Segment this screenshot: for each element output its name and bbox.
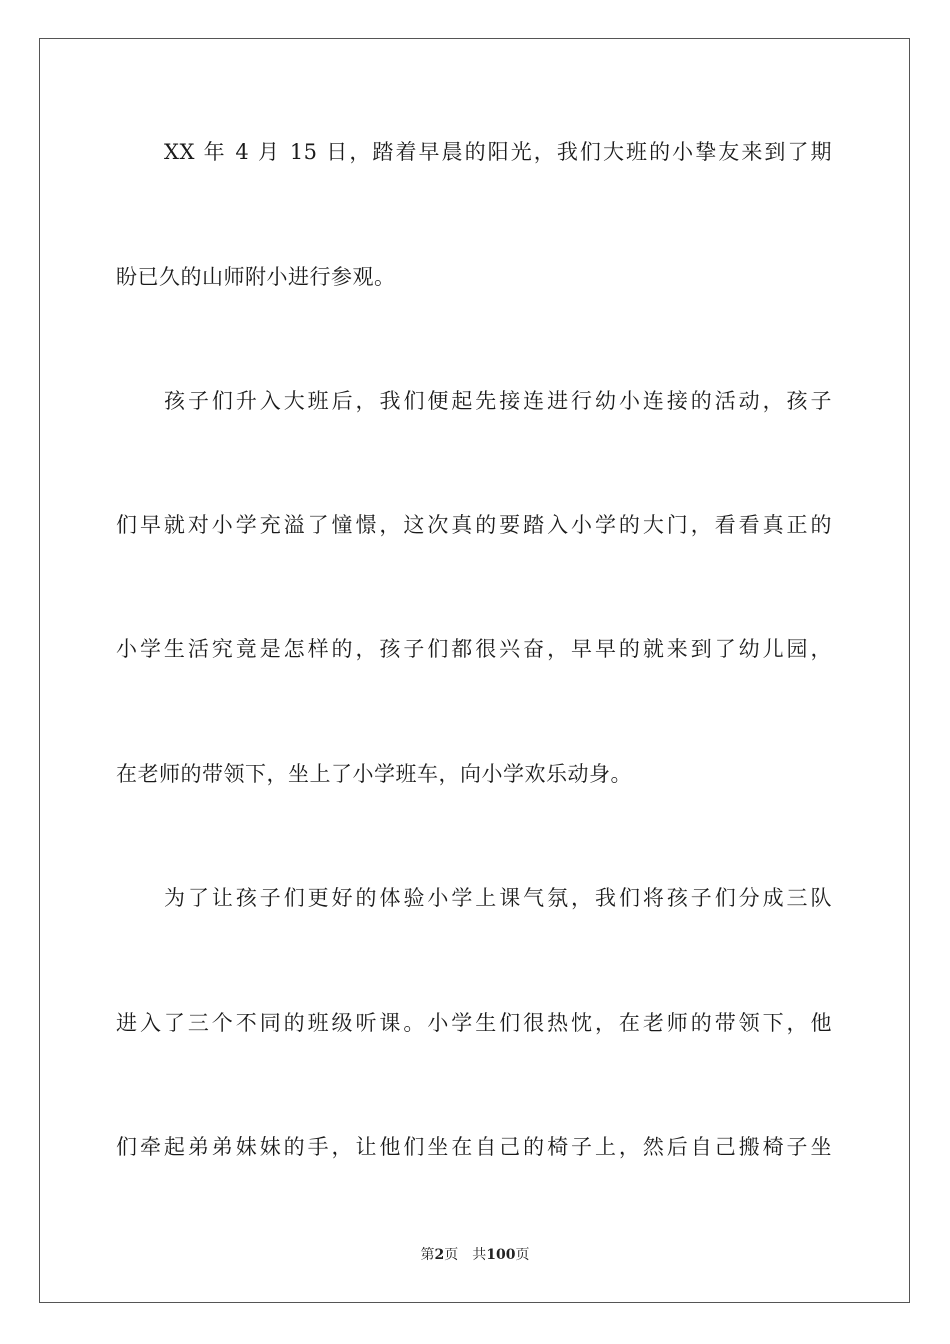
paragraph-3-line-2: 进入了三个不同的班级听课。小学生们很热忱，在老师的带领下，他 (116, 1011, 832, 1035)
page-prefix: 第 (420, 1247, 435, 1263)
paragraph-2-line-4: 在老师的带领下，坐上了小学班车，向小学欢乐动身。 (116, 762, 632, 786)
page-border (39, 38, 910, 1303)
page-footer (0, 1246, 950, 1264)
paragraph-2-line-2: 们早就对小学充溢了憧憬，这次真的要踏入小学的大门，看看真正的 (116, 513, 832, 537)
paragraph-3-line-3: 们牵起弟弟妹妹的手，让他们坐在自己的椅子上，然后自己搬椅子坐 (116, 1135, 832, 1159)
page-number: 2 (434, 1247, 445, 1263)
paragraph-1-line-1: XX 年 4 月 15 日，踏着早晨的阳光，我们大班的小挚友来到了期 (164, 140, 832, 164)
paragraph-2-line-3: 小学生活究竟是怎样的，孩子们都很兴奋，早早的就来到了幼儿园， (116, 637, 832, 661)
total-pages: 100 (486, 1247, 516, 1263)
paragraph-3-line-1: 为了让孩子们更好的体验小学上课气氛，我们将孩子们分成三队 (164, 886, 832, 910)
page-suffix: 页 (444, 1247, 459, 1263)
paragraph-1-line-2: 盼已久的山师附小进行参观。 (116, 265, 396, 289)
paragraph-2-line-1: 孩子们升入大班后，我们便起先接连进行幼小连接的活动，孩子 (164, 389, 832, 413)
total-suffix: 页 (515, 1247, 530, 1263)
total-prefix: 共 (472, 1247, 487, 1263)
